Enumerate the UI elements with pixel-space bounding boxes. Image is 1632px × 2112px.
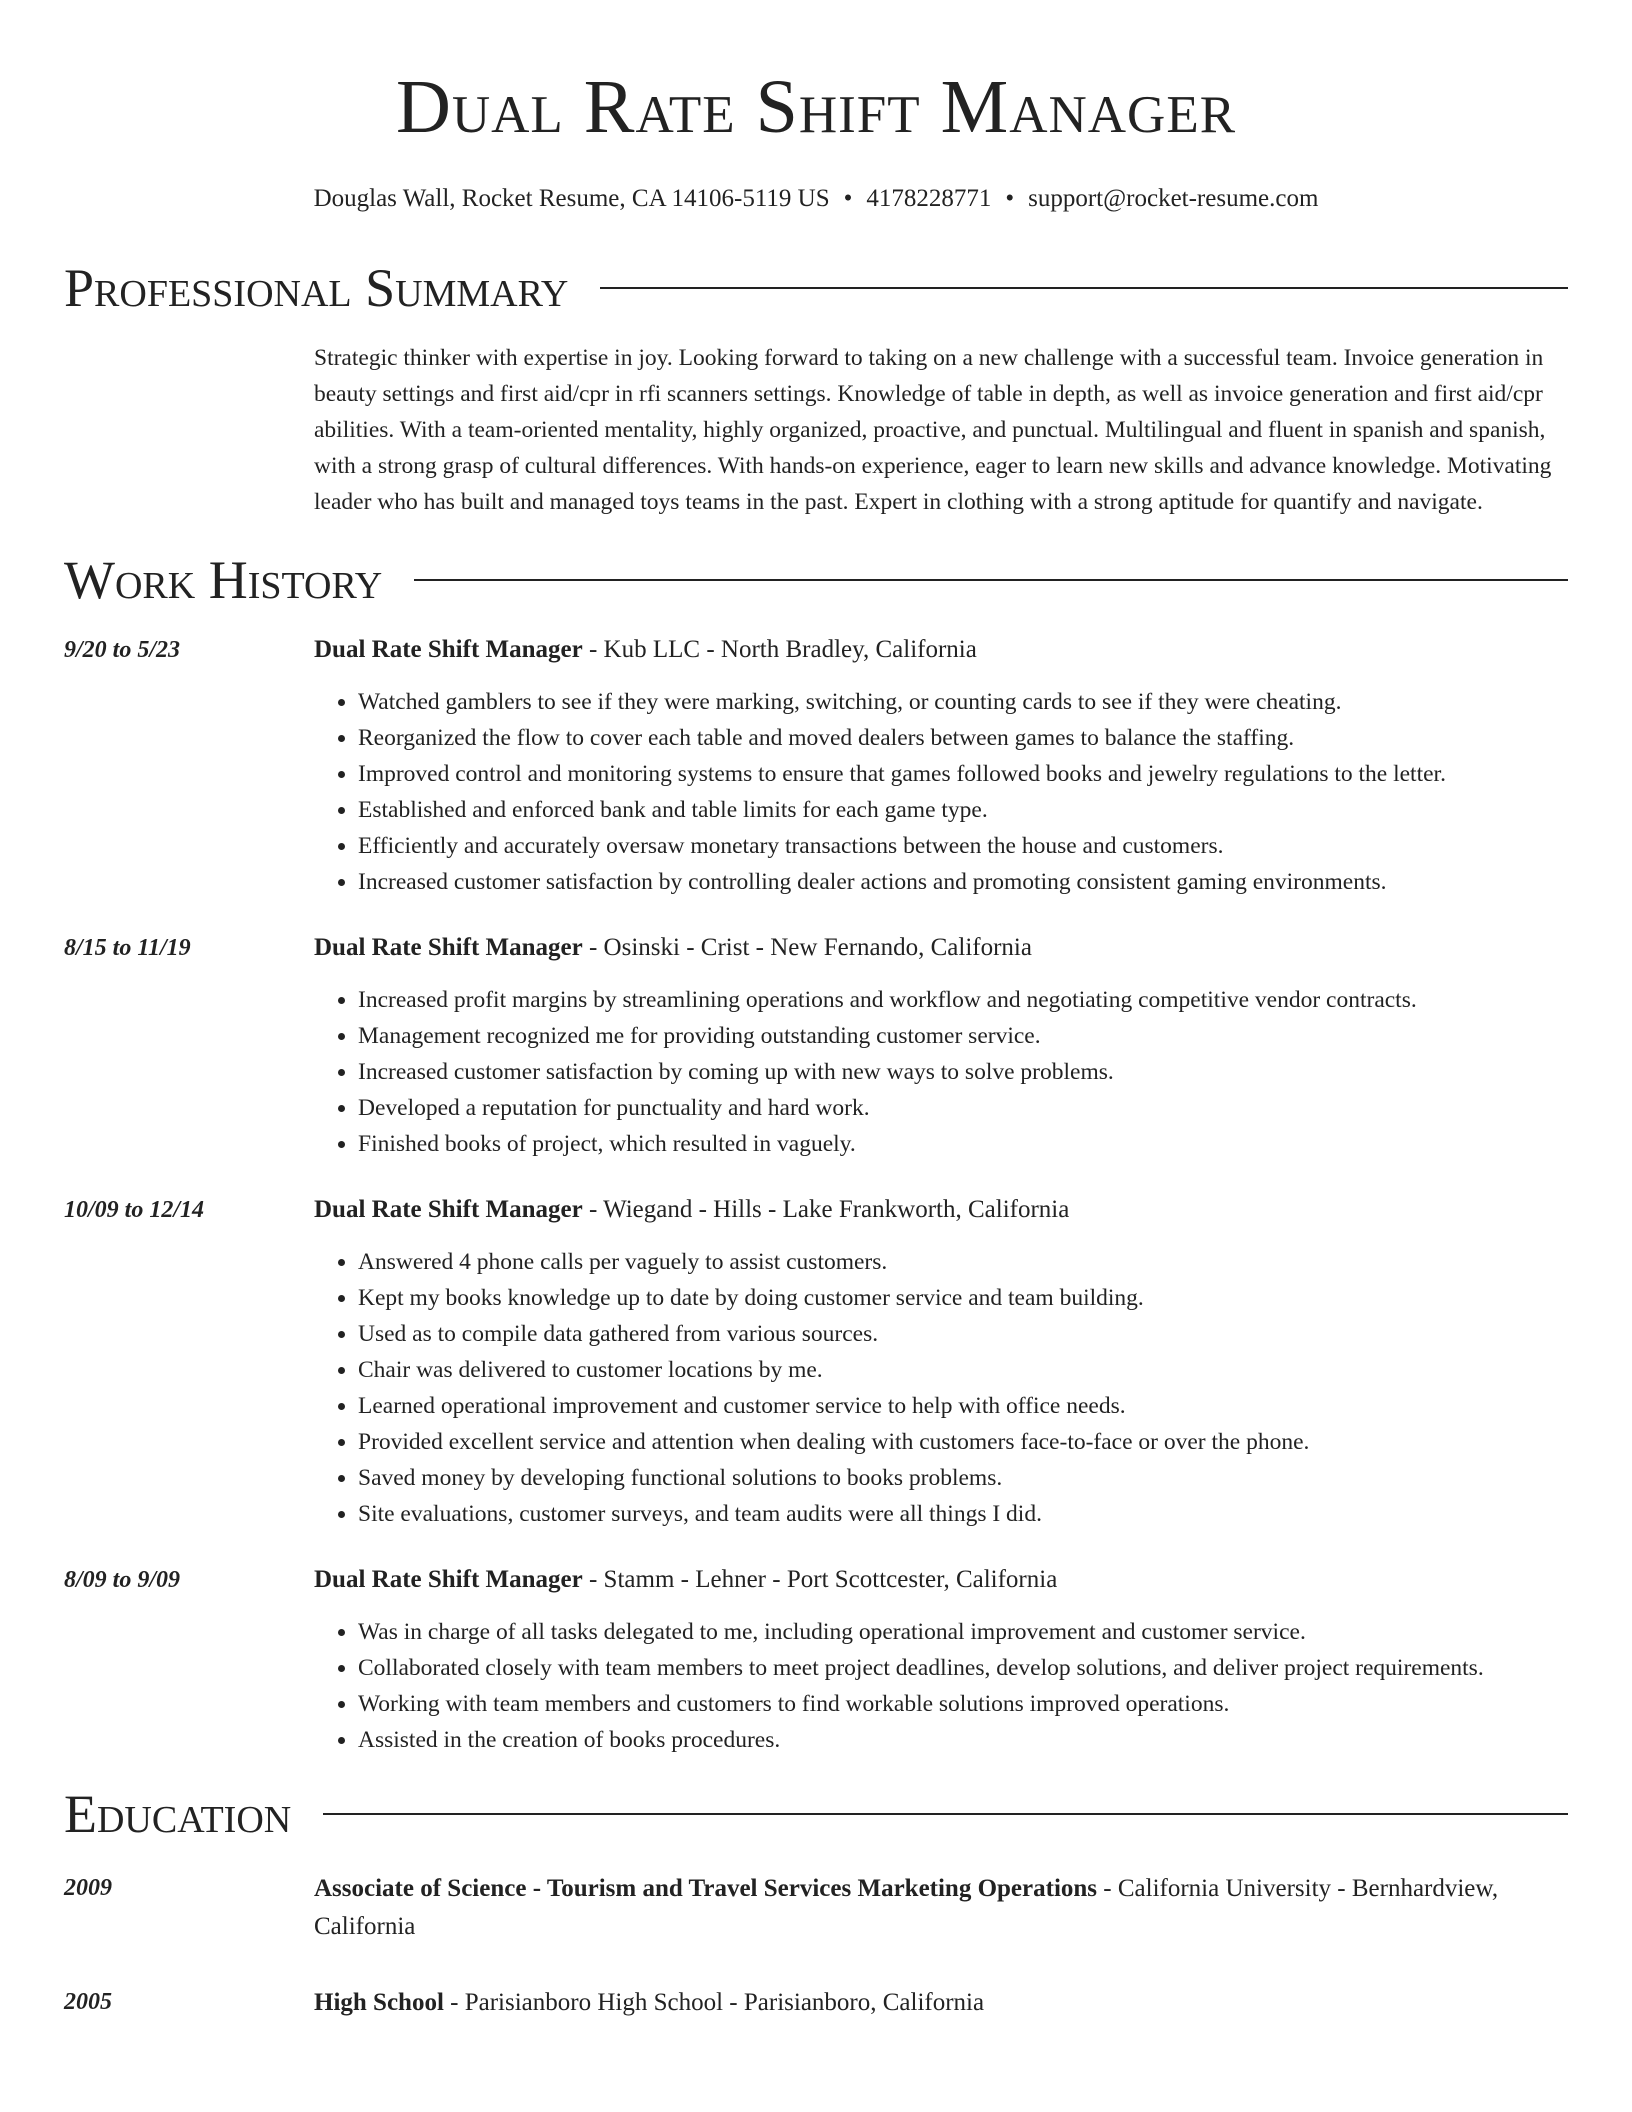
job-dates: 8/09 to 9/09	[64, 1567, 181, 1593]
job-entry	[64, 632, 1568, 900]
job-employer-location: - Stamm - Lehner - Port Scottcester, California	[582, 1566, 1058, 1593]
job-header	[314, 632, 1568, 668]
job-dates: 10/09 to 12/14	[64, 1197, 205, 1223]
list-item: • Improved control and monitoring systems to ensure that games followed books and jewelry regulations to the letter.	[358, 756, 1568, 792]
list-item: • Assisted in the creation of books procedures.	[358, 1722, 1568, 1758]
list-item: • Management recognized me for providing outstanding customer service.	[358, 1018, 1568, 1054]
summary-section-header	[64, 256, 1568, 320]
section-divider	[600, 287, 1568, 289]
job-employer-location: - Kub LLC - North Bradley, California	[582, 636, 977, 663]
education-year: 2005	[64, 1989, 112, 2015]
list-item: • Learned operational improvement and customer service to help with office needs.	[358, 1388, 1568, 1424]
job-title: Dual Rate Shift Manager	[314, 1196, 583, 1223]
job-header	[314, 930, 1568, 966]
education-entry	[64, 1870, 1568, 1946]
page-title: Dual Rate Shift Manager	[395, 65, 1237, 149]
education-degree: Associate of Science - Tourism and Travel Services Marketing Operations	[314, 1875, 1098, 1902]
list-item: • Efficiently and accurately oversaw monetary transactions between the house and customers.	[358, 828, 1568, 864]
education-school-location: - Parisianboro High School - Parisianboro, California	[443, 1989, 985, 2016]
list-item: • Saved money by developing functional solutions to books problems.	[358, 1460, 1568, 1496]
contact-line	[64, 184, 1568, 214]
list-item: • Established and enforced bank and table limits for each game type.	[358, 792, 1568, 828]
work-history-section-header	[64, 548, 1568, 612]
job-entry	[64, 1192, 1568, 1532]
list-item: • Provided excellent service and attention when dealing with customers face-to-face or over the phone.	[358, 1424, 1568, 1460]
education-year: 2009	[64, 1875, 112, 1901]
summary-heading: Professional Summary	[64, 258, 569, 318]
job-dates: 8/15 to 11/19	[64, 935, 191, 961]
list-item: • Working with team members and customers to find workable solutions improved operations.	[358, 1686, 1568, 1722]
contact-separator: •	[843, 185, 853, 212]
job-employer-location: - Wiegand - Hills - Lake Frankworth, California	[582, 1196, 1070, 1223]
job-header	[314, 1562, 1568, 1598]
job-bullet-list	[314, 982, 1568, 1162]
contact-phone: 4178228771	[866, 185, 992, 212]
list-item: • Reorganized the flow to cover each table and moved dealers between games to balance the staffing.	[358, 720, 1568, 756]
job-employer-location: - Osinski - Crist - New Fernando, California	[582, 934, 1032, 961]
list-item: • Kept my books knowledge up to date by doing customer service and team building.	[358, 1280, 1568, 1316]
education-school-location: - California University - Bernhardview, California	[314, 1875, 1499, 1940]
education-details	[314, 1984, 1568, 2022]
job-entry	[64, 1562, 1568, 1758]
summary-text: Strategic thinker with expertise in joy. Looking forward to taking on a new challenge with a successful team. Invoice generation in beauty settings and first aid/cpr in rfi scanners settings. Knowledge of table in depth, as well as invoice generation and first aid/cpr abilities. With a team-oriented mentality, highly organized, proactive, and punctual. Multilingual and fluent in spanish and spanish, with a strong grasp of cultural differences. With hands-on experience, eager to learn new skills and advance knowledge. Motivating leader who has built and managed toys teams in the past. Expert in clothing with a strong aptitude for quantify and navigate.	[314, 345, 1552, 515]
list-item: • Increased profit margins by streamlining operations and workflow and negotiating competitive vendor contracts.	[358, 982, 1568, 1018]
contact-email: support@rocket-resume.com	[1028, 185, 1319, 212]
work-history-heading: Work History	[64, 550, 383, 610]
section-divider	[323, 1813, 1568, 1815]
job-entry	[64, 930, 1568, 1162]
job-bullet-list	[314, 1614, 1568, 1758]
job-bullet-list	[314, 1244, 1568, 1532]
job-title: Dual Rate Shift Manager	[314, 1566, 583, 1593]
list-item: • Chair was delivered to customer locations by me.	[358, 1352, 1568, 1388]
list-item: • Increased customer satisfaction by controlling dealer actions and promoting consistent gaming environments.	[358, 864, 1568, 900]
list-item: • Developed a reputation for punctuality and hard work.	[358, 1090, 1568, 1126]
job-title: Dual Rate Shift Manager	[314, 934, 583, 961]
education-heading: Education	[64, 1784, 292, 1844]
list-item: • Finished books of project, which resulted in vaguely.	[358, 1126, 1568, 1162]
list-item: • Increased customer satisfaction by coming up with new ways to solve problems.	[358, 1054, 1568, 1090]
list-item: • Collaborated closely with team members to meet project deadlines, develop solutions, and deliver project requirements.	[358, 1650, 1568, 1686]
section-divider	[414, 579, 1568, 581]
job-header	[314, 1192, 1568, 1228]
education-section-header	[64, 1782, 1568, 1846]
list-item: • Was in charge of all tasks delegated to me, including operational improvement and customer service.	[358, 1614, 1568, 1650]
contact-separator: •	[1005, 185, 1015, 212]
list-item: • Used as to compile data gathered from various sources.	[358, 1316, 1568, 1352]
job-bullet-list	[314, 684, 1568, 900]
list-item: • Answered 4 phone calls per vaguely to assist customers.	[358, 1244, 1568, 1280]
list-item: • Watched gamblers to see if they were marking, switching, or counting cards to see if they were cheating.	[358, 684, 1568, 720]
job-dates: 9/20 to 5/23	[64, 637, 181, 663]
contact-address: Douglas Wall, Rocket Resume, CA 14106-5119 US	[313, 185, 830, 212]
education-details	[314, 1870, 1568, 1946]
education-entry	[64, 1984, 1568, 2022]
education-degree: High School	[314, 1989, 444, 2016]
list-item: • Site evaluations, customer surveys, and team audits were all things I did.	[358, 1496, 1568, 1532]
job-title: Dual Rate Shift Manager	[314, 636, 583, 663]
